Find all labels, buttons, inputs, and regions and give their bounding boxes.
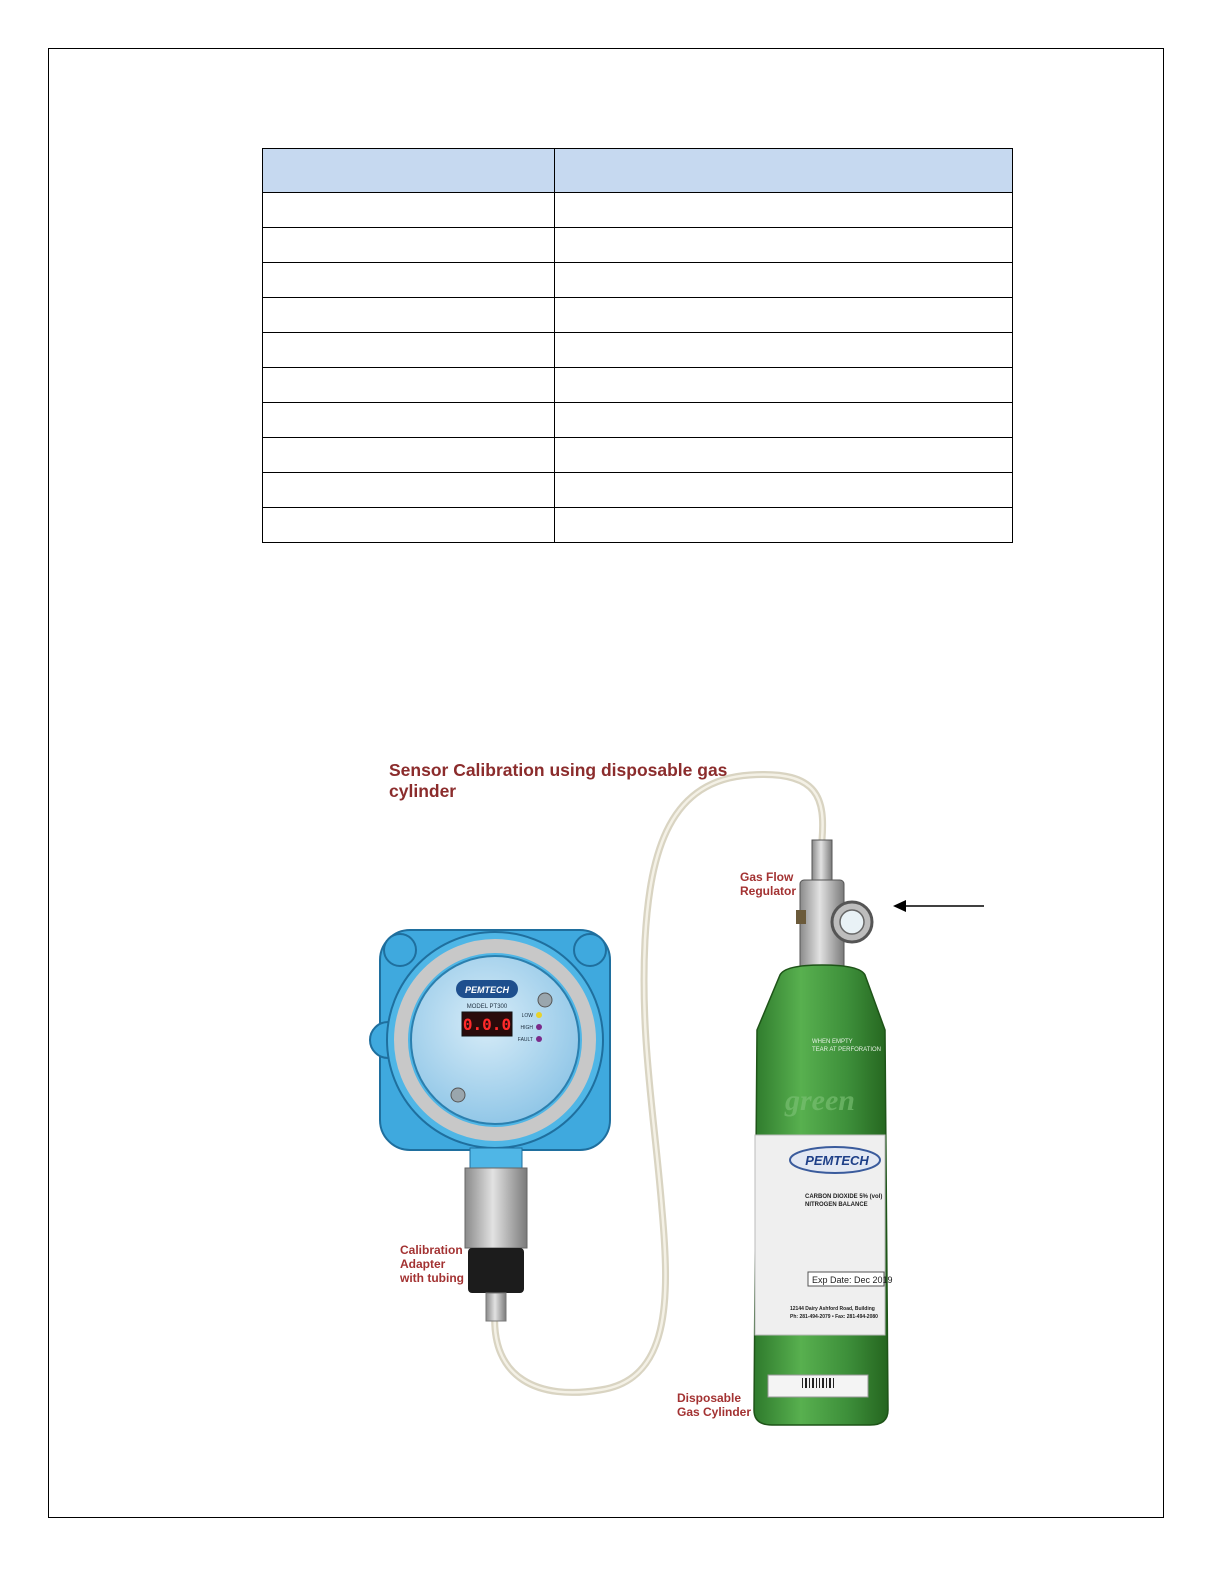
table-row [263, 403, 1013, 438]
table-cell [263, 403, 555, 438]
table-cell [263, 193, 555, 228]
table-cell [263, 438, 555, 473]
table-header-cell [263, 149, 555, 193]
figure-title: Sensor Calibration using disposable gas cylinder [389, 760, 728, 801]
table-cell [555, 193, 1013, 228]
table-cell [263, 263, 555, 298]
gas-flow-regulator [796, 840, 872, 970]
cylinder-address-1: 12144 Dairy Ashford Road, Building [790, 1306, 875, 1312]
gas-detector [370, 930, 610, 1150]
table-cell [263, 228, 555, 263]
table-row [263, 298, 1013, 333]
table-row [263, 368, 1013, 403]
cylinder-brand-text: PEMTECH [805, 1153, 869, 1168]
detector-display-value: 0.0.0 [462, 1015, 512, 1034]
table-cell [555, 228, 1013, 263]
spec-table [262, 148, 1013, 543]
table-row [263, 473, 1013, 508]
regulator-arrow [893, 900, 984, 912]
table-cell [555, 263, 1013, 298]
table-cell [555, 333, 1013, 368]
table-cell [263, 333, 555, 368]
disposable-gas-cylinder [754, 965, 893, 1425]
detector-led [536, 1036, 542, 1042]
calibration-figure [340, 740, 1020, 1440]
cylinder-top-note-2: TEAR AT PERFORATION [812, 1047, 882, 1053]
detector-led [536, 1024, 542, 1030]
callout-gas-flow-regulator: Gas Flow Regulator [740, 870, 797, 898]
cylinder-top-note-1: WHEN EMPTY [812, 1039, 853, 1045]
table-cell [263, 473, 555, 508]
table-cell [263, 368, 555, 403]
detector-model-text: MODEL PT300 [466, 1004, 508, 1010]
table-cell [555, 298, 1013, 333]
callout-disposable-cylinder: Disposable Gas Cylinder [677, 1391, 752, 1419]
table-cell [555, 438, 1013, 473]
cylinder-green-word: green [785, 1084, 855, 1117]
detector-led-label: HIGH [520, 1025, 533, 1031]
cylinder-gas-line-1: CARBON DIOXIDE 5% (vol) [805, 1194, 883, 1200]
detector-led-label: LOW [521, 1013, 533, 1019]
table-cell [555, 368, 1013, 403]
detector-led-label: FAULT [517, 1037, 533, 1043]
cylinder-gas-line-2: NITROGEN BALANCE [805, 1202, 868, 1208]
table-cell [555, 508, 1013, 543]
cylinder-exp-date: Exp Date: Dec 2019 [812, 1275, 893, 1285]
table-row [263, 228, 1013, 263]
table-header-cell [555, 149, 1013, 193]
detector-leds [518, 1012, 542, 1043]
table-cell [263, 508, 555, 543]
calibration-adapter [465, 1148, 527, 1321]
cylinder-barcode-label [768, 1375, 868, 1397]
table-cell [555, 473, 1013, 508]
cylinder-address-2: Ph: 281-494-2079 • Fax: 281-494-2080 [790, 1314, 878, 1320]
table-cell [263, 298, 555, 333]
table-row [263, 263, 1013, 298]
detector-brand-text: PEMTECH [464, 985, 510, 995]
table-cell [555, 403, 1013, 438]
table-row [263, 508, 1013, 543]
detector-led [536, 1012, 542, 1018]
table-row [263, 438, 1013, 473]
table-header-row [263, 149, 1013, 193]
table-row [263, 333, 1013, 368]
callout-calibration-adapter: Calibration Adapter with tubing [400, 1243, 464, 1285]
calibration-illustration [340, 740, 1020, 1440]
table-row [263, 193, 1013, 228]
